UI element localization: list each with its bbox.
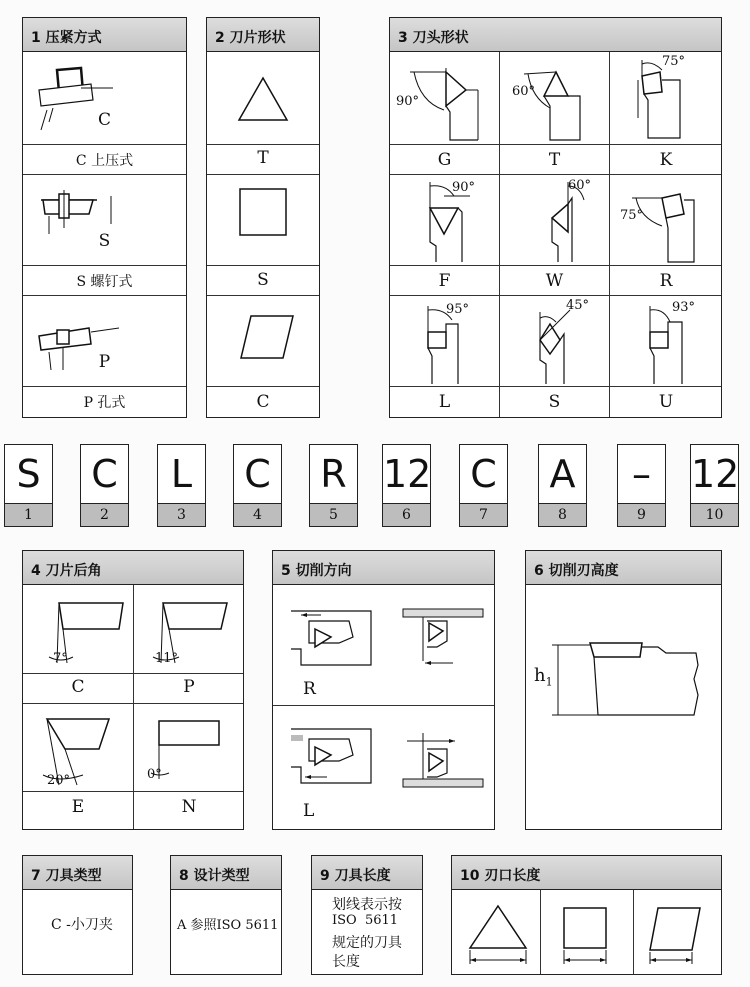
panel-title: 6 切削刃高度 bbox=[526, 551, 721, 585]
panel-cutting-edge-height bbox=[525, 550, 722, 830]
code-index: 1 bbox=[5, 504, 52, 526]
head-s-icon bbox=[520, 300, 610, 384]
height-label bbox=[534, 665, 553, 689]
height-symbol: h bbox=[534, 665, 546, 686]
col-divider bbox=[633, 890, 634, 974]
row-divider bbox=[23, 703, 243, 704]
shape-c-label: C bbox=[256, 392, 270, 412]
code-index: 3 bbox=[158, 504, 205, 526]
code-index: 7 bbox=[460, 504, 507, 526]
panel-title: 10 刃口长度 bbox=[452, 856, 721, 890]
clamp-p-label: P 孔式 bbox=[83, 395, 126, 411]
clearance-label: P bbox=[183, 677, 195, 697]
direction-l-tool-icon bbox=[397, 729, 487, 791]
row-divider bbox=[23, 386, 186, 387]
angle-label: 93° bbox=[672, 300, 696, 315]
head-label: F bbox=[438, 271, 451, 291]
row-divider bbox=[207, 144, 319, 145]
head-label: S bbox=[548, 392, 561, 412]
clamp-s-letter: S bbox=[98, 231, 111, 251]
clamp-c-letter: C bbox=[97, 110, 111, 130]
panel-title: 2 刀片形状 bbox=[207, 18, 319, 52]
code-value: C bbox=[460, 445, 507, 504]
code-box bbox=[538, 444, 587, 527]
head-label: L bbox=[438, 392, 451, 412]
design-type-text: A 参照ISO 5611 bbox=[177, 918, 279, 933]
edge-height-icon bbox=[545, 635, 718, 719]
code-index: 8 bbox=[539, 504, 586, 526]
head-label: W bbox=[545, 271, 564, 291]
panel-tool-length bbox=[311, 855, 423, 975]
tool-length-line: 划线表示按 bbox=[332, 897, 402, 913]
row-divider bbox=[23, 295, 186, 296]
code-value: 12 bbox=[383, 445, 430, 504]
panel-title: 3 刀头形状 bbox=[390, 18, 721, 52]
edge-length-rhombus-icon bbox=[646, 904, 720, 968]
shape-s-label: S bbox=[257, 270, 269, 290]
clearance-angle: 7° bbox=[53, 651, 68, 666]
row-divider bbox=[390, 144, 721, 145]
head-label: R bbox=[659, 271, 673, 291]
row-divider bbox=[23, 144, 186, 145]
angle-label: 45° bbox=[566, 298, 590, 313]
panel-title: 7 刀具类型 bbox=[23, 856, 132, 890]
head-t-icon bbox=[510, 62, 600, 142]
rhombus-insert-icon bbox=[239, 314, 299, 364]
code-value: S bbox=[5, 445, 52, 504]
row-divider bbox=[207, 174, 319, 175]
row-divider bbox=[207, 386, 319, 387]
tool-length-line: ISO 5611 bbox=[332, 913, 399, 928]
code-index: 9 bbox=[618, 504, 665, 526]
code-box bbox=[80, 444, 129, 527]
angle-label: 90° bbox=[396, 94, 420, 109]
row-divider bbox=[390, 174, 721, 175]
clearance-label: C bbox=[71, 677, 85, 697]
edge-length-square-icon bbox=[556, 906, 626, 968]
code-index: 6 bbox=[383, 504, 430, 526]
code-value: C bbox=[81, 445, 128, 504]
code-value: C bbox=[234, 445, 281, 504]
row-divider bbox=[207, 295, 319, 296]
code-value: L bbox=[158, 445, 205, 504]
direction-r-label: R bbox=[303, 679, 316, 699]
code-box bbox=[690, 444, 739, 527]
panel-edge-length bbox=[451, 855, 722, 975]
panel-title: 9 刀具长度 bbox=[312, 856, 422, 890]
code-box bbox=[459, 444, 508, 527]
panel-title: 8 设计类型 bbox=[171, 856, 281, 890]
panel-clamping-method bbox=[22, 17, 187, 418]
edge-length-triangle-icon bbox=[462, 902, 532, 968]
row-divider bbox=[23, 265, 186, 266]
row-divider bbox=[23, 673, 243, 674]
panel-design-type bbox=[170, 855, 282, 975]
panel-title: 4 刀片后角 bbox=[23, 551, 243, 585]
head-label: T bbox=[548, 150, 561, 170]
panel-cutting-direction bbox=[272, 550, 495, 830]
row-divider bbox=[207, 265, 319, 266]
code-index: 5 bbox=[310, 504, 357, 526]
tool-length-line: 规定的刀具 bbox=[332, 935, 402, 951]
code-value: 12 bbox=[691, 445, 738, 504]
row-divider bbox=[273, 705, 494, 706]
direction-r-workpiece-icon bbox=[287, 607, 377, 669]
angle-label: 75° bbox=[620, 208, 644, 223]
tool-type-text: C -小刀夹 bbox=[51, 917, 113, 933]
col-divider bbox=[540, 890, 541, 974]
angle-label: 90° bbox=[452, 180, 476, 195]
clearance-label: N bbox=[181, 797, 197, 817]
row-divider bbox=[390, 265, 721, 266]
tool-length-line: 长度 bbox=[332, 954, 360, 970]
panel-title: 1 压紧方式 bbox=[23, 18, 186, 52]
shape-t-label: T bbox=[257, 148, 269, 168]
panel-tool-type bbox=[22, 855, 133, 975]
code-index: 4 bbox=[234, 504, 281, 526]
angle-label: 60° bbox=[568, 178, 592, 193]
direction-l-label: L bbox=[303, 801, 315, 821]
code-box bbox=[309, 444, 358, 527]
row-divider bbox=[390, 295, 721, 296]
head-label: G bbox=[437, 150, 452, 170]
angle-label: 75° bbox=[662, 54, 686, 69]
clamp-p-letter: P bbox=[98, 352, 111, 372]
head-label: U bbox=[658, 392, 674, 412]
clearance-angle: 11° bbox=[155, 651, 179, 666]
height-subscript: 1 bbox=[545, 675, 553, 689]
code-box bbox=[617, 444, 666, 527]
code-value: – bbox=[618, 445, 665, 504]
panel-insert-shape bbox=[206, 17, 320, 418]
code-index: 2 bbox=[81, 504, 128, 526]
panel-clearance-angle bbox=[22, 550, 244, 830]
clearance-angle: 0° bbox=[147, 767, 162, 782]
row-divider bbox=[23, 791, 243, 792]
code-box bbox=[233, 444, 282, 527]
code-box bbox=[157, 444, 206, 527]
angle-label: 60° bbox=[512, 84, 536, 99]
code-box bbox=[382, 444, 431, 527]
head-k-icon bbox=[622, 58, 712, 138]
code-value: A bbox=[539, 445, 586, 504]
code-value: R bbox=[310, 445, 357, 504]
clearance-n-icon bbox=[149, 715, 239, 791]
direction-r-tool-icon bbox=[397, 607, 487, 669]
panel-head-shape bbox=[389, 17, 722, 418]
code-index: 10 bbox=[691, 504, 738, 526]
clearance-angle: 20° bbox=[47, 773, 71, 788]
angle-label: 95° bbox=[446, 302, 470, 317]
row-divider bbox=[23, 174, 186, 175]
square-insert-icon bbox=[239, 188, 291, 240]
row-divider bbox=[390, 386, 721, 387]
triangle-insert-icon bbox=[237, 74, 289, 126]
clamp-c-label: C 上压式 bbox=[75, 153, 134, 169]
panel-title: 5 切削方向 bbox=[273, 551, 494, 585]
head-label: K bbox=[659, 150, 673, 170]
direction-l-workpiece-icon bbox=[287, 725, 377, 787]
clamp-s-label: S 螺钉式 bbox=[76, 274, 133, 290]
clearance-label: E bbox=[71, 797, 85, 817]
code-box bbox=[4, 444, 53, 527]
